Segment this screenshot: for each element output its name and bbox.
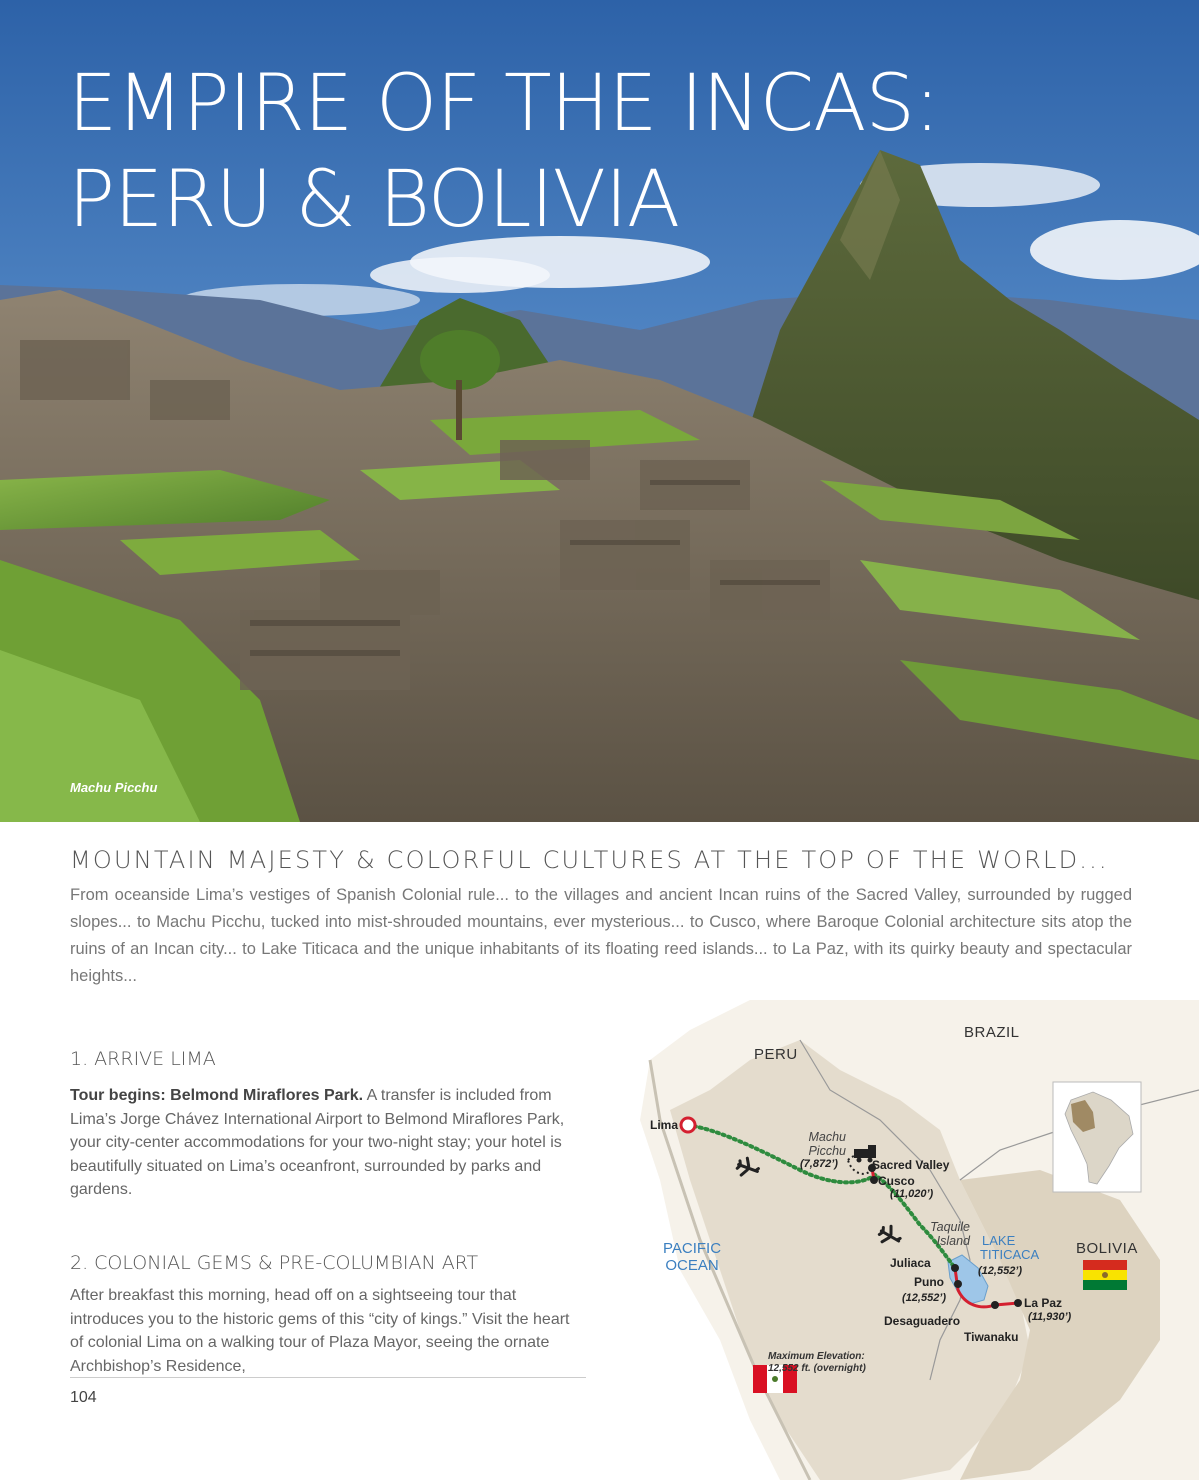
page-title <box>68 56 939 248</box>
day-1-body: A transfer is included from Lima’s Jorge Chávez International Airport to Belmond Miraflores Park, your city-center accommodations for your two-night stay; your hotel is beautifully situated on Lima’s oceanfront, surrounded by parks and gardens. <box>70 1087 565 1198</box>
juliaca-marker <box>951 1264 959 1272</box>
day-1-lead: Tour begins: Belmond Miraflores Park. <box>70 1087 364 1104</box>
day-2-text: After breakfast this morning, head off on a sightseeing tour that introduces you to the historic gems of this “city of kings.” Visit the heart of colonial Lima on a walking tour of Plaza Mayor, seeing the ornate Archbishop’s Residence, <box>70 1287 570 1375</box>
puno-marker <box>954 1280 962 1288</box>
lake-titicaca-elevation: (12,552’) <box>978 1265 1023 1277</box>
max-elevation-line-1: Maximum Elevation: <box>768 1351 865 1362</box>
machu-picchu-label <box>798 1130 846 1158</box>
bolivia-label: BOLIVIA <box>1076 1240 1138 1257</box>
lake-line-2: TITICACA <box>980 1247 1040 1262</box>
lima-label: Lima <box>650 1118 679 1132</box>
bolivia-flag-icon <box>1083 1260 1127 1290</box>
route-map <box>600 1000 1199 1480</box>
peru-label: PERU <box>754 1046 798 1063</box>
inset-locator-map <box>1053 1082 1141 1192</box>
title-line-1: EMPIRE OF THE INCAS: <box>68 59 940 149</box>
tiwanaku-label: Tiwanaku <box>964 1330 1019 1344</box>
day-1-title: 1. ARRIVE LIMA <box>70 1048 216 1070</box>
lake-titicaca-label <box>980 1234 1039 1262</box>
title-line-2: PERU & BOLIVIA <box>68 155 680 245</box>
desaguadero-marker <box>991 1301 999 1309</box>
footer-divider <box>70 1377 586 1378</box>
max-elevation-note <box>768 1351 866 1375</box>
la-paz-marker <box>1014 1299 1022 1307</box>
brazil-label: BRAZIL <box>964 1024 1020 1041</box>
juliaca-label: Juliaca <box>890 1256 931 1270</box>
cusco-label: Cusco <box>878 1174 915 1188</box>
lake-line-1: LAKE <box>982 1233 1016 1248</box>
pacific-ocean-label <box>652 1240 732 1274</box>
la-paz-label: La Paz <box>1024 1296 1063 1310</box>
lima-marker <box>681 1118 695 1132</box>
la-paz-elevation: (11,930’) <box>1028 1311 1072 1323</box>
intro-heading: MOUNTAIN MAJESTY & COLORFUL CULTURES AT THE TOP OF THE WORLD... <box>70 846 1109 874</box>
max-elevation-line-2: 12,552 ft. (overnight) <box>768 1363 866 1374</box>
day-1-text <box>70 1084 570 1202</box>
day-2-title: 2. COLONIAL GEMS & PRE-COLUMBIAN ART <box>70 1252 479 1274</box>
cusco-elevation: (11,020’) <box>890 1188 934 1200</box>
taquile-line-2: Island <box>936 1234 970 1248</box>
taquile-line-1: Taquile <box>930 1220 970 1234</box>
puno-label: Puno <box>914 1275 944 1289</box>
puno-elevation: (12,552’) <box>902 1292 947 1304</box>
machu-picchu-elevation: (7,872’) <box>800 1158 838 1170</box>
pacific-line-1: PACIFIC <box>662 1240 722 1257</box>
pacific-line-2: OCEAN <box>665 1257 719 1274</box>
machu-line-1: Machu <box>808 1130 846 1144</box>
sacred-valley-label: Sacred Valley <box>872 1158 950 1172</box>
page-number: 104 <box>70 1389 97 1406</box>
taquile-island-label <box>926 1220 970 1248</box>
machu-line-2: Picchu <box>808 1144 846 1158</box>
cusco-marker <box>870 1176 878 1184</box>
photo-caption: Machu Picchu <box>70 780 158 795</box>
intro-text: From oceanside Lima’s vestiges of Spanish Colonial rule... to the villages and ancient Incan ruins of the Sacred Valley, surrounded by rugged slopes... to Machu Picchu, tucked into mist-shrouded mountains, ever mysterious... to Cusco, where Baroque Colonial architecture sits atop the ruins of an Incan city... to Lake Titicaca and the unique inhabitants of its floating reed islands... to La Paz, with its quirky beauty and spectacular heights... <box>70 886 1132 985</box>
desaguadero-label: Desaguadero <box>884 1314 961 1328</box>
